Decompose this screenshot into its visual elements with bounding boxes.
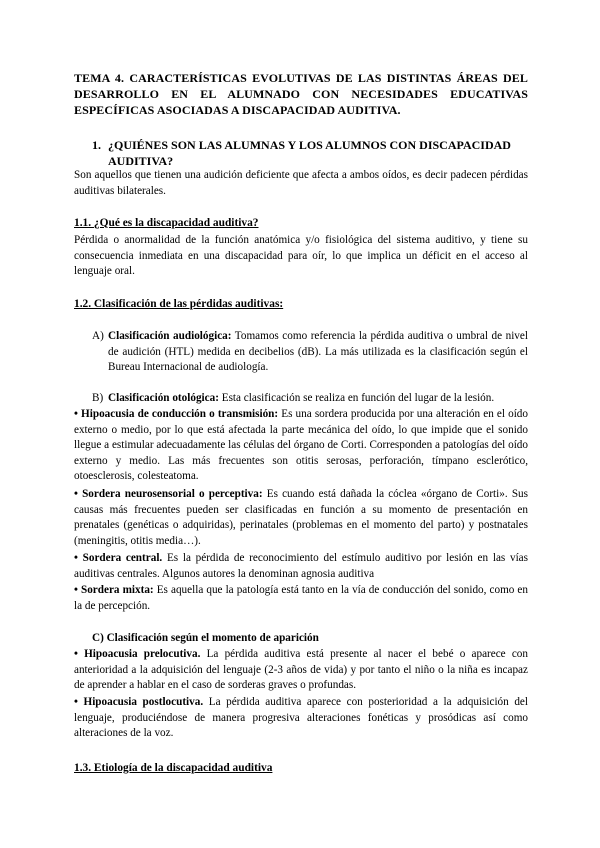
class-b-label: Clasificación otológica: <box>108 392 219 404</box>
sensorineural-deafness-label: • Sordera neurosensorial o perceptiva: <box>74 488 263 500</box>
class-a-letter: A) <box>92 330 104 342</box>
class-a-text: Tomamos como referencia la pérdida auditiva o umbral de nivel de audición (HTL) medida en decibelios (dB). La más utilizada es la clasificación según el Bureau Internacional de audiología. <box>108 330 528 374</box>
conduction-hearing-loss-item <box>74 407 528 485</box>
conduction-hearing-loss-label: • Hipoacusia de conducción o transmisión: <box>74 408 279 420</box>
class-b-letter: B) <box>92 392 104 404</box>
document-title: TEMA 4. CARACTERÍSTICAS EVOLUTIVAS DE LAS DISTINTAS ÁREAS DEL DESARROLLO EN EL ALUMNADO CON NECESIDADES EDUCATIVAS ESPECÍFICAS ASOCIADAS A DISCAPACIDAD AUDITIVA. <box>74 71 528 117</box>
postlocutive-hearing-loss-text: La pérdida auditiva aparece con posterioridad a la adquisición del lenguaje, produciéndose de manera progresiva alteraciones fonéticas y prosódicas así como alteraciones de la voz. <box>74 696 528 740</box>
prelocutive-hearing-loss-text: La pérdida auditiva está presente al nacer el bebé o aparece con anterioridad a la adquisición del lenguaje (2-3 años de vida) y por tanto el niño o la niña es incapaz de aprender a hablar en el caso de sorderas graves o profundas. <box>74 648 528 692</box>
sensorineural-deafness-text: Es cuando está dañada la cóclea «órgano de Corti». Sus causas más frecuentes pueden ser clasificadas en función a su momento de presentación en prenatales (genéticas o adquiridas), perinatales (problemas en el momento del parto) y postnatales (meningitis, otitis media…). <box>74 488 528 547</box>
section-1-heading <box>92 137 528 169</box>
class-c-heading: C) Clasificación según el momento de aparición <box>92 632 319 644</box>
class-b-text: Esta clasificación se realiza en función del lugar de la lesión. <box>218 392 495 404</box>
section-1-1-paragraph: Pérdida o anormalidad de la función anatómica y/o fisiológica del sistema auditivo, y tiene su consecuencia inmediata en una discapacidad para oír, lo que implica un déficit en el acceso al lenguaje oral. <box>74 234 528 278</box>
postlocutive-hearing-loss-label: • Hipoacusia postlocutiva. <box>74 696 204 708</box>
section-1-number: 1. <box>92 138 101 152</box>
central-deafness-text: Es la pérdida de reconocimiento del estímulo auditivo por lesión en las vías auditivas centrales. Algunos autores la denominan agnosia auditiva <box>74 552 528 580</box>
section-1-2-heading: 1.2. Clasificación de las pérdidas auditivas: <box>74 298 284 310</box>
class-b-paragraph <box>108 391 528 407</box>
section-1-paragraph: Son aquellos que tienen una audición deficiente que afecta a ambos oídos, es decir padecen pérdidas auditivas bilaterales. <box>74 169 528 197</box>
central-deafness-label: • Sordera central. <box>74 552 163 564</box>
conduction-hearing-loss-text: Es una sordera producida por una alteración en el oído externo o medio, por lo que está afectada la parte mecánica del oído, lo que impide que el sonido llegue a estimular adecuadamente las células del órgano de Corti. Corresponden a patologías del oído externo y medio. Las más frecuentes son otitis serosas, perforación, tímpano esclerótico, otoesclerosis, colesteatoma. <box>74 408 528 483</box>
class-a-paragraph <box>108 329 528 376</box>
prelocutive-hearing-loss-label: • Hipoacusia prelocutiva. <box>74 648 201 660</box>
mixed-deafness-item <box>74 583 528 614</box>
class-a-label: Clasificación audiológica: <box>108 330 232 342</box>
postlocutive-hearing-loss-item <box>74 695 528 742</box>
mixed-deafness-text: Es aquella que la patología está tanto en la vía de conducción del sonido, como en la de percepción. <box>74 584 528 612</box>
prelocutive-hearing-loss-item <box>74 647 528 694</box>
section-1-heading-text: ¿QUIÉNES SON LAS ALUMNAS Y LOS ALUMNOS CON DISCAPACIDAD AUDITIVA? <box>108 138 511 168</box>
section-1-3-heading: 1.3. Etiología de la discapacidad auditiva <box>74 762 273 774</box>
section-1-1-heading: 1.1. ¿Qué es la discapacidad auditiva? <box>74 217 259 229</box>
sensorineural-deafness-item <box>74 487 528 549</box>
mixed-deafness-label: • Sordera mixta: <box>74 584 154 596</box>
central-deafness-item <box>74 551 528 582</box>
